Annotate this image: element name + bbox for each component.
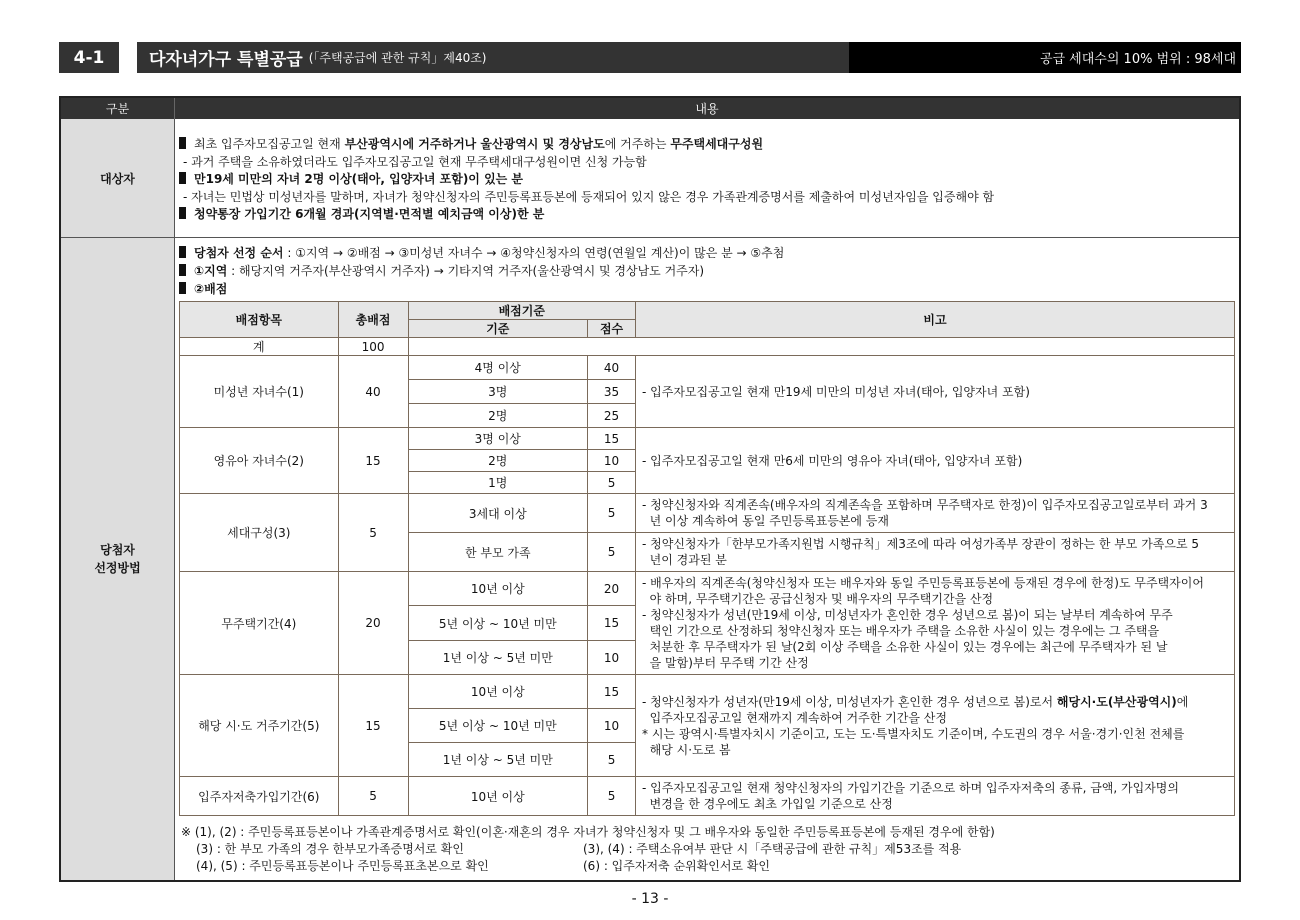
note-line: 년이 경과된 분	[642, 553, 727, 567]
target-l5: 청약통장 가입기간 6개월 경과(지역별·면적별 예치금액 이상)한 분	[194, 207, 545, 221]
table-cell: 10	[588, 641, 636, 675]
table-cell: 5	[588, 533, 636, 572]
footnote-3: (3), (4) : 주택소유여부 판단 시「주택공급에 관한 규칙」제53조를 적용	[583, 842, 962, 856]
note-line: - 청약신청자가 성년(만19세 이상, 미성년자가 혼인한 경우 성년으로 봄)이 되는 날부터 계속하여 무주	[642, 608, 1173, 622]
table-cell: 10년 이상	[408, 572, 588, 606]
table-cell: 40	[588, 356, 636, 380]
note-text: 에	[1176, 694, 1189, 709]
col-header-content: 내용	[175, 98, 1239, 119]
household-total: 5	[338, 494, 408, 572]
square-bullet-icon	[179, 137, 186, 149]
minor-note: - 입주자모집공고일 현재 만19세 미만의 미성년 자녀(태아, 입양자녀 포함)	[636, 356, 1235, 428]
order-bold: 당첨자 선정 순서	[194, 246, 284, 260]
section-subtitle: (「주택공급에 관한 규칙」제40조)	[308, 51, 487, 65]
sum-label: 계	[180, 338, 339, 356]
table-cell: 5	[588, 472, 636, 494]
infant-note: - 입주자모집공고일 현재 만6세 미만의 영유아 자녀(태아, 입양자녀 포함)	[636, 428, 1235, 494]
table-cell: 5년 이상 ~ 10년 미만	[408, 709, 588, 743]
household-note-2	[636, 533, 1235, 572]
square-bullet-icon	[179, 246, 186, 258]
savings-label: 입주자저축가입기간(6)	[180, 777, 339, 816]
table-cell: 10년 이상	[408, 777, 588, 816]
target-l3: 만19세 미만의 자녀 2명 이상(태아, 입양자녀 포함)이 있는 분	[194, 172, 524, 186]
table-cell: 4명 이상	[408, 356, 588, 380]
section-number: 4-1	[59, 42, 119, 73]
homeless-note	[636, 572, 1235, 675]
table-cell: 20	[588, 572, 636, 606]
square-bullet-icon	[179, 282, 186, 294]
table-cell: 15	[588, 428, 636, 450]
residence-total: 15	[338, 675, 408, 777]
table-cell: 한 부모 가족	[408, 533, 588, 572]
table-cell: 2명	[408, 450, 588, 472]
table-cell: 25	[588, 404, 636, 428]
table-cell: 1년 이상 ~ 5년 미만	[408, 743, 588, 777]
method-label	[61, 238, 175, 880]
method-label-line2: 선정방법	[94, 561, 141, 575]
th-basis: 기준	[408, 320, 588, 338]
target-line-3	[179, 170, 523, 187]
target-line-1	[179, 135, 763, 152]
note-line: 택인 기간으로 산정하되 청약신청자 또는 배우자가 주택을 소유한 사실이 있는 경우에는 그 주택을	[642, 624, 1160, 638]
table-cell: 3세대 이상	[408, 494, 588, 533]
order-text: : ①지역 → ②배점 → ③미성년 자녀수 → ④청약신청자의 연령(연월일 계산)이 많은 분 → ⑤추첨	[283, 246, 785, 260]
note-line: 을 말함)부터 무주택 기간 산정	[642, 656, 809, 670]
table-cell: 10년 이상	[408, 675, 588, 709]
region-text: : 해당지역 거주자(부산광역시 거주자) → 기타지역 거주자(울산광역시 및 경상남도 거주자)	[227, 264, 705, 278]
footnote-2: (3) : 한 부모 가족의 경우 한부모가족증명서로 확인	[196, 842, 464, 856]
target-l1a: 최초 입주자모집공고일 현재	[194, 137, 345, 151]
region-rule	[179, 262, 704, 279]
th-note: 비고	[636, 302, 1235, 338]
score-heading	[179, 280, 227, 297]
note-line: 입주자모집공고일 현재까지 계속하여 거주한 기간을 산정	[642, 710, 947, 725]
region-bold: ①지역	[194, 264, 228, 278]
score-bold: ②배점	[194, 282, 228, 296]
section-title-bar	[137, 42, 849, 73]
table-cell: 15	[588, 675, 636, 709]
note-line: 처분한 후 무주택자가 된 날(2회 이상 주택을 소유한 사실이 있는 경우에는 최근에 무주택자가 된 날	[642, 640, 1168, 654]
household-label: 세대구성(3)	[180, 494, 339, 572]
note-bold: 해당시·도(부산광역시)	[1056, 694, 1177, 709]
savings-note	[636, 777, 1235, 816]
table-cell: 3명	[408, 380, 588, 404]
th-points: 점수	[588, 320, 636, 338]
target-l1b: 부산광역시에 거주하거나 울산광역시 및 경상남도	[344, 137, 605, 151]
residence-label: 해당 시·도 거주기간(5)	[180, 675, 339, 777]
method-label-line1: 당첨자	[100, 543, 135, 557]
infant-label: 영유아 자녀수(2)	[180, 428, 339, 494]
note-line: * 시는 광역시·특별자치시 기준이고, 도는 도·특별자치도 기준이며, 수도권의 경우 서울·경기·인천 전체를	[642, 726, 1185, 741]
square-bullet-icon	[179, 264, 186, 276]
table-cell: 5년 이상 ~ 10년 미만	[408, 606, 588, 641]
target-line-2: - 과거 주택을 소유하였더라도 입주자모집공고일 현재 무주택세대구성원이면 신청 가능함	[183, 155, 647, 169]
table-cell: 5	[588, 494, 636, 533]
savings-total: 5	[338, 777, 408, 816]
score-table	[179, 301, 1235, 816]
note-line: 해당 시·도로 봄	[642, 742, 731, 757]
table-cell: 1년 이상 ~ 5년 미만	[408, 641, 588, 675]
note-line: - 입주자모집공고일 현재 청약신청자의 가입기간을 기준으로 하며 입주자저축의 종류, 금액, 가입자명의	[642, 781, 1179, 795]
table-cell: 5	[588, 777, 636, 816]
th-criteria: 배점기준	[408, 302, 636, 320]
row-divider	[61, 237, 1239, 238]
table-cell: 35	[588, 380, 636, 404]
minor-total: 40	[338, 356, 408, 428]
homeless-label: 무주택기간(4)	[180, 572, 339, 675]
sum-value: 100	[338, 338, 408, 356]
table-cell: 3명 이상	[408, 428, 588, 450]
note-line: - 배우자의 직계존속(청약신청자 또는 배우자와 동일 주민등록표등본에 등재된 경우에 한정)도 무주택자이어	[642, 576, 1204, 590]
table-cell: 5	[588, 743, 636, 777]
residence-note	[636, 675, 1235, 777]
note-line: - 청약신청자와 직계존속(배우자의 직계존속을 포함하며 무주택자로 한정)이 입주자모집공고일로부터 과거 3	[642, 498, 1208, 512]
th-item: 배점항목	[180, 302, 339, 338]
note-line	[642, 694, 1228, 710]
col-header-category: 구분	[61, 98, 175, 119]
table-cell: 15	[588, 606, 636, 641]
th-total: 총배점	[338, 302, 408, 338]
target-line-4: - 자녀는 민법상 미성년자를 말하며, 자녀가 청약신청자의 주민등록표등본에 등재되어 있지 않은 경우 가족관계증명서를 제출하여 미성년자임을 입증해야 함	[183, 190, 995, 204]
target-label: 대상자	[61, 119, 175, 238]
selection-order	[179, 244, 784, 261]
table-cell: 1명	[408, 472, 588, 494]
square-bullet-icon	[179, 172, 186, 184]
footnote-4: (4), (5) : 주민등록표등본이나 주민등록표초본으로 확인	[196, 859, 489, 873]
target-l1d: 무주택세대구성원	[670, 137, 764, 151]
table-cell: 10	[588, 709, 636, 743]
minor-label: 미성년 자녀수(1)	[180, 356, 339, 428]
footnote-5: (6) : 입주자저축 순위확인서로 확인	[583, 859, 770, 873]
target-l1c: 에 거주하는	[604, 137, 671, 151]
homeless-total: 20	[338, 572, 408, 675]
target-line-5	[179, 205, 544, 222]
note-line: 년 이상 계속하여 동일 주민등록표등본에 등재	[642, 514, 889, 528]
page-number: - 13 -	[631, 891, 669, 907]
section-title: 다자녀가구 특별공급	[149, 50, 303, 70]
square-bullet-icon	[179, 207, 186, 219]
note-text: - 청약신청자가 성년자(만19세 이상, 미성년자가 혼인한 경우 성년으로 봄)로서	[642, 694, 1057, 709]
supply-range: 공급 세대수의 10% 범위 : 98세대	[849, 42, 1241, 73]
table-cell: 2명	[408, 404, 588, 428]
infant-total: 15	[338, 428, 408, 494]
table-cell: 10	[588, 450, 636, 472]
note-line: 야 하며, 무주택기간은 공급신청자 및 배우자의 무주택기간을 산정	[642, 592, 994, 606]
note-line: 변경을 한 경우에도 최초 가입일 기준으로 산정	[642, 797, 893, 811]
household-note-1	[636, 494, 1235, 533]
footnote-1: ※ (1), (2) : 주민등록표등본이나 가족관계증명서로 확인(이혼·재혼의 경우 자녀가 청약신청자 및 그 배우자와 동일한 주민등록표등본에 등재된 경우에 한함)	[181, 825, 995, 839]
sum-empty	[408, 338, 1234, 356]
note-line: - 청약신청자가「한부모가족지원법 시행규칙」제3조에 따라 여성가족부 장관이 정하는 한 부모 가족으로 5	[642, 537, 1200, 551]
